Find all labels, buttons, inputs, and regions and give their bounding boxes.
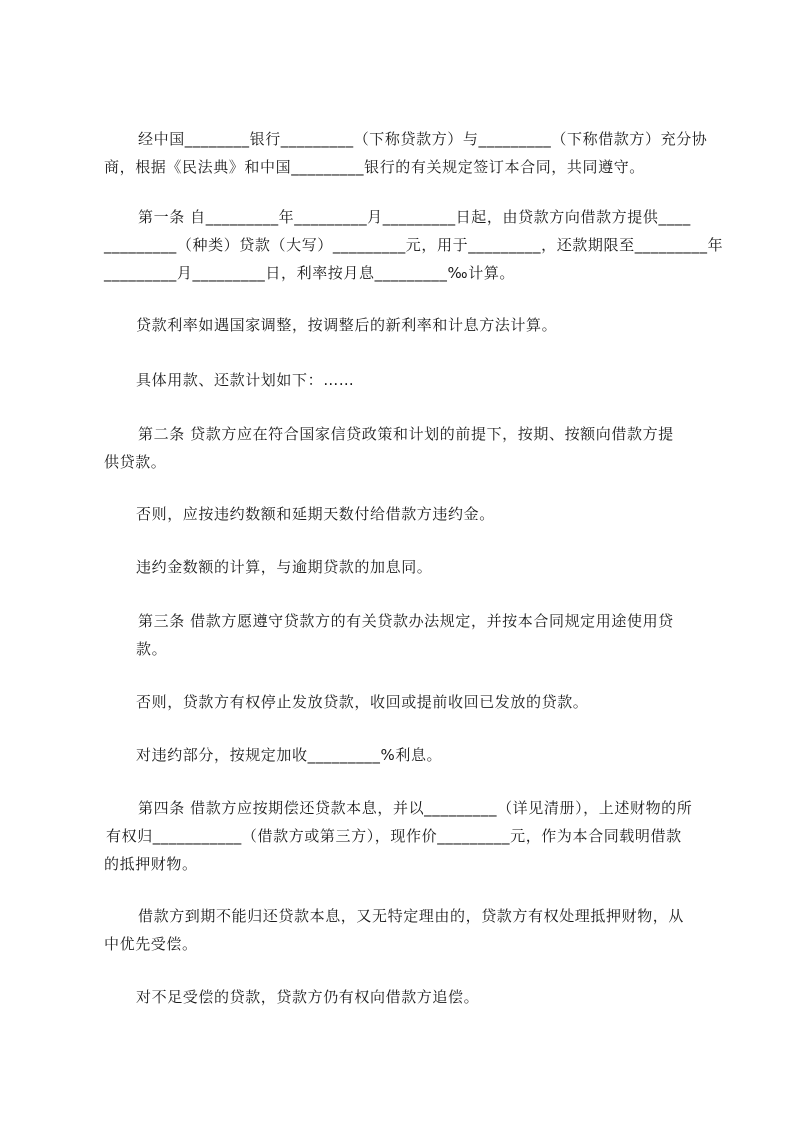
paragraph-penalty-calc (104, 553, 704, 581)
text-line: 对不足受偿的贷款，贷款方仍有权向借款方追偿。 (136, 988, 480, 1006)
text-line: 款。 (136, 640, 168, 658)
paragraph-preamble (104, 125, 708, 181)
text-line: 有权归___________（借款方或第三方），现作价_________元，作为本合同载明借款 (106, 827, 682, 845)
text-line: 否则，贷款方有权停止发放贷款，收回或提前收回已发放的贷款。 (136, 693, 589, 711)
text-line: 经中国________银行_________（下称贷款方）与_________（下称借款方）充分协 (138, 130, 708, 148)
paragraph-article-4 (104, 794, 704, 878)
text-line: 商，根据《民法典》和中国_________银行的有关规定签订本合同，共同遵守。 (104, 158, 645, 176)
paragraph-penalty (104, 500, 704, 528)
paragraph-repayment-plan (104, 366, 704, 394)
text-line: 供贷款。 (104, 453, 167, 471)
text-line: 第三条 借款方愿遵守贷款方的有关贷款办法规定，并按本合同规定用途使用贷 (138, 612, 674, 630)
text-line: 对违约部分，按规定加收_________%利息。 (136, 746, 443, 764)
text-line: 否则，应按违约数额和延期天数付给借款方违约金。 (136, 505, 495, 523)
paragraph-interest-adjustment (104, 311, 704, 339)
text-line: 借款方到期不能归还贷款本息，又无特定理由的，贷款方有权处理抵押财物，从 (138, 907, 685, 925)
text-line: 具体用款、还款计划如下：…… (136, 371, 355, 389)
text-line: 第一条 自_________年_________月_________日起，由贷款方向借款方提供____ (138, 208, 691, 226)
text-line: _________月_________日，利率按月息_________‰计算。 (104, 264, 516, 282)
text-line: _________（种类）贷款（大写）_________元，用于_________，还款期限至_________年 (104, 236, 724, 254)
paragraph-article-2 (104, 420, 704, 476)
paragraph-collateral (104, 902, 704, 958)
text-line: 违约金数额的计算，与逾期贷款的加息同。 (136, 558, 433, 576)
paragraph-stop-loan (104, 688, 704, 716)
text-line: 中优先受偿。 (104, 935, 198, 953)
paragraph-recovery (104, 983, 704, 1011)
paragraph-article-3 (104, 607, 704, 663)
text-line: 贷款利率如遇国家调整，按调整后的新利率和计息方法计算。 (136, 316, 558, 334)
paragraph-article-1 (104, 203, 724, 287)
text-line: 第四条 借款方应按期偿还贷款本息，并以_________（详见清册），上述财物的所 (138, 799, 693, 817)
text-line: 第二条 贷款方应在符合国家信贷政策和计划的前提下，按期、按额向借款方提 (138, 425, 674, 443)
text-line: 的抵押财物。 (104, 855, 198, 873)
paragraph-extra-interest (104, 741, 704, 769)
